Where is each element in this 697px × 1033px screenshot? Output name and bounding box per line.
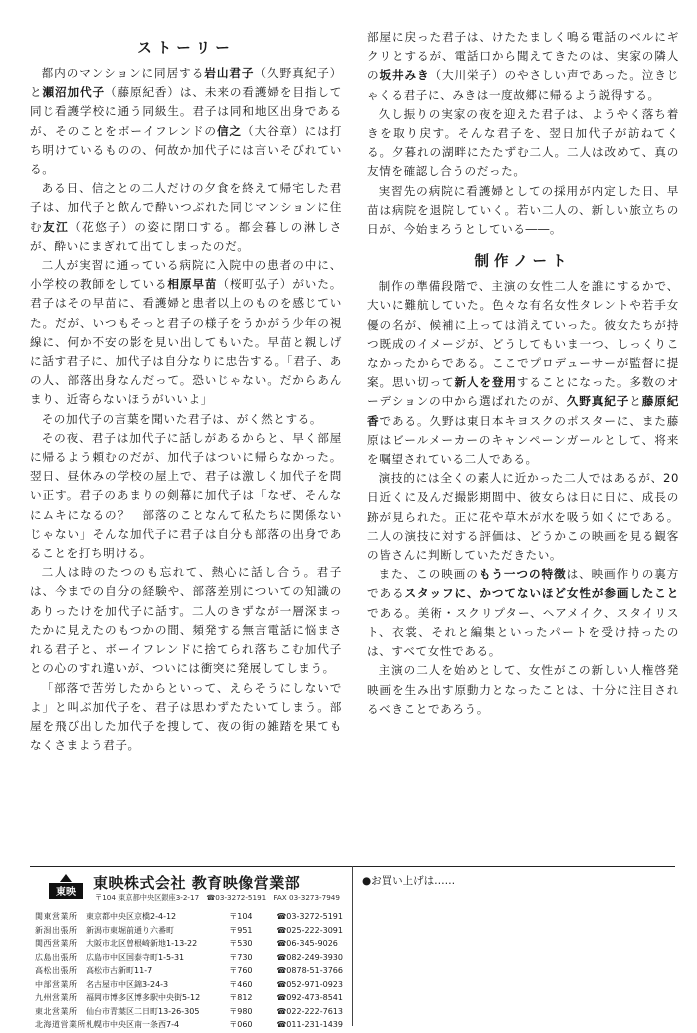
office-phone: ☎011-231-1439 [276,1020,343,1030]
office-address: 大阪市北区曽根崎新地1-13-22 [86,939,198,949]
company-name: 東映株式会社 教育映像営業部 [93,874,301,892]
office-address: 名古屋市中区錦3-24-3 [86,979,169,989]
office-name: 関東営業所 [35,912,78,922]
office-phone: ☎082-249-3930 [276,952,343,962]
office-name: 九州営業所 [35,993,78,1003]
office-phone: ☎025-222-3091 [276,925,343,935]
office-row [35,1005,345,1019]
office-postal-code: 〒812 [229,993,253,1003]
office-postal-code: 〒951 [229,925,253,935]
office-address: 仙台市青葉区二日町13-26-305 [86,1006,200,1016]
office-address: 東京都中央区京橋2-4-12 [86,912,177,922]
purchase-note: ●お買い上げは…… [362,875,456,887]
notes-column [367,0,679,719]
office-phone: ☎052-971-0923 [276,979,343,989]
svg-text:東映: 東映 [56,887,76,898]
office-postal-code: 〒104 [229,912,253,922]
office-row [35,1018,345,1032]
story-paragraph: その夜、君子は加代子に話しがあるからと、早く部屋に帰るよう頼むのだが、加代子はついに帰らなかった。翌日、昼休みの学校の屋上で、君子は激しく加代子を問い正す。君子のあまりの剣幕に加代子は「なぜ、そんなにムキになるの？ 部落のことなんて私たちに関係ないじゃない」そんな加代子に君子は自分も部落の出身であることを打ち明ける。 [30,430,342,561]
story-paragraph: 部屋に戻った君子は、けたたましく鳴る電話のベルにギクリとするが、電話口から聞えてきたのは、実家の隣人の坂井みき（大川栄子）のやさしい声であった。泣きじゃくる君子に、みきは一度故郷に帰るよう説得する。 [367,30,679,102]
story-paragraph: 「部落で苦労したからといって、えらそうにしないでよ」と叫ぶ加代子を、君子は思わずたたいてしまう。部屋を飛び出した加代子を捜して、夜の街の雑踏を果てもなくさまよう君子。 [30,680,342,753]
office-name: 北海道営業所 [35,1020,86,1030]
office-postal-code: 〒980 [229,1006,253,1016]
story-paragraph: ある日、信之との二人だけの夕食を終えて帰宅した君子は、加代子と飲んで酔いつぶれた同じマンションに住む友江（花悠子）の姿に閉口する。都会暮しの淋しさが、酔いにまぎれて出てしまったのだ。 [30,181,343,253]
office-address: 新潟市東堀前通り六番町 [86,925,175,935]
story-paragraph: その加代子の言葉を聞いた君子は、がく然とする。 [41,411,323,426]
notes-paragraph: また、この映画のもう一つの特徴は、映画作りの裏方であるスタッフに、かつてないほど女性が参画したことである。美術・スクリプター、ヘアメイク、スタイリスト、衣裳、それと編集といったパートを受け持ったのは、すべて女性である。 [367,567,679,659]
notes-heading: 制作ノート [474,254,572,271]
story-paragraph: 実習先の病院に看護婦としての採用が内定した日、早苗は病院を退院していく。若い二人の、新しい旅立ちの日が、今始まろうとしている――。 [367,183,679,237]
office-address: 福岡市博多区博多駅中央街5-12 [86,993,201,1003]
office-phone: ☎0878-51-3766 [276,966,343,976]
toei-logo-icon [47,873,85,901]
notes-paragraph: 演技的には全くの素人に近かった二人ではあるが、20日近くに及んだ撮影期間中、彼女らは日に日に、成長の跡が見られた。正に花や草木が水を吸う如くにである。二人の演技に対する評価は、どうかこの映画を見る観客の皆さんに判断していただきたい。 [367,471,679,563]
office-phone: ☎092-473-8541 [276,993,343,1003]
story-paragraph: 二人は時のたつのも忘れて、熱心に話し合う。君子は、今までの自分の経験や、部落差別についての知識のありったけを加代子に話す。二人のきずなが一層深まったかに見えたのもつかの間、頻発する無言電話に悩まされる君子と、ボーイフレンドに捨てられ落ちこむ加代子との心のすれ違いが、ついには衝突に発展してしまう。 [30,565,342,676]
story-paragraph: 久し振りの実家の夜を迎えた君子は、ようやく落ち着きを取り戻す。そんな君子を、翌日加代子が訪ねてくる。夕暮れの湖畔にたたずむ二人。二人は改めて、真の友情を確認し合うのだった。 [367,106,679,179]
office-name: 関西営業所 [35,939,78,949]
office-phone: ☎022-222-7613 [276,1006,343,1016]
office-postal-code: 〒760 [229,966,253,976]
story-paragraph: 二人が実習に通っている病院に入院中の患者の中に、小学校の教師をしている相原早苗（桜町弘子）がいた。君子はその早苗に、看護婦と患者以上のものを感じていた。だが、いつもそっと君子の様子をうかがう少年の視線に、何か不安の影を見い出してもいた。早苗と親しげに話す君子に、加代子は自分なりに忠告する。「君子、あの人、部落出身なんだって。恐いじゃない。だからあんまり、近寄らないほうがいいよ」 [30,258,342,407]
office-row [35,964,345,978]
office-postal-code: 〒530 [229,939,253,949]
office-row [35,924,345,938]
office-row [35,910,345,924]
office-name: 東北営業所 [35,1006,78,1016]
notes-paragraph: 主演の二人を始めとして、女性がこの新しい人権啓発映画を生み出す原動力となったことは、十分に注目されるべきことであろう。 [367,663,679,716]
story-heading: ストーリー [137,41,235,57]
company-header [35,870,345,910]
office-phone: ☎06-345-9026 [276,939,338,949]
office-list [35,910,345,1032]
office-name: 広島出張所 [35,952,78,962]
story-paragraph: 都内のマンションに同居する岩山君子（久野真紀子）と瀬沼加代子（藤原紀香）は、未来の看護婦を目指して同じ看護学校に通う同級生。君子は同和地区出身であるが、そのことをボーイフレンドの信之（大谷章）には打ち明けているものの、何故か加代子には言いそびれている。 [30,66,342,177]
office-row [35,991,345,1005]
office-address: 札幌市中央区南一条西7-4 [86,1020,180,1030]
office-postal-code: 〒460 [229,979,253,989]
office-row [35,937,345,951]
office-address: 広島市中区国泰寺町1-5-31 [86,952,185,962]
office-name: 新潟出張所 [35,925,78,935]
office-row [35,978,345,992]
office-name: 高松出張所 [35,966,78,976]
story-column [30,0,342,755]
office-phone: ☎03-3272-5191 [276,912,343,922]
office-row [35,951,345,965]
office-postal-code: 〒730 [229,952,253,962]
footer-column-divider [352,866,353,1026]
company-footer [35,870,345,1032]
company-address: 〒104 東京都中央区銀座3-2-17 ☎03-3272-5191 FAX 03-3273-7949 [95,893,340,902]
office-postal-code: 〒060 [229,1020,253,1030]
notes-paragraph: 制作の準備段階で、主演の女性二人を誰にするかで、大いに難航していた。色々な有名女性タレントや若手女優の名が、候補に上っては消えていった。彼女たちが持つ既成のイメージが、どうしてもいま一つ、しっくりこなかったからである。ここでプロデューサーが監督に提案。思い切って新人を登用することになった。多数のオーデションの中から選ばれたのが、久野真紀子と藤原紀香である。久野は東日本キヨスクのポスターに、また藤原はビールメーカーのキャンペーンガールとして、将来を嘱望されている二人である。 [367,279,679,467]
office-name: 中部営業所 [35,979,78,989]
office-address: 高松市古新町11-7 [86,966,153,976]
